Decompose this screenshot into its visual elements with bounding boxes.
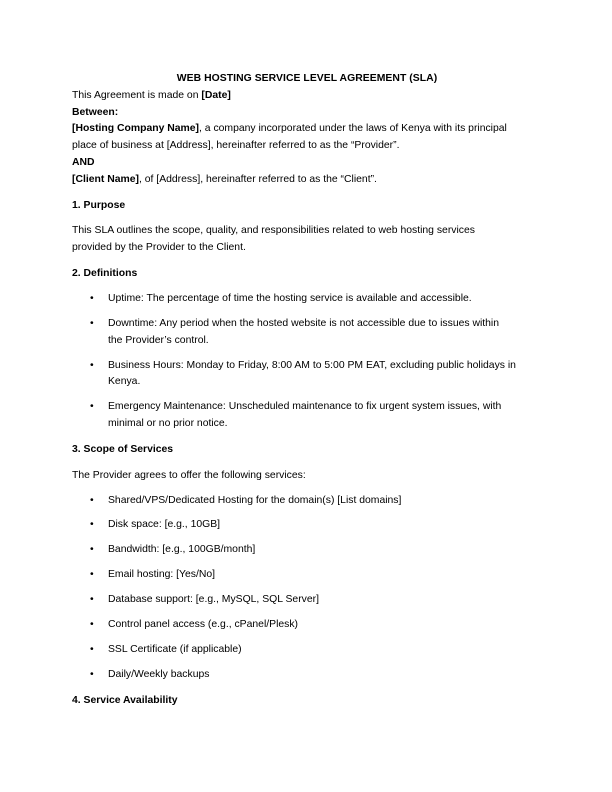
and-text: AND [72,156,95,168]
availability-heading: 4. Service Availability [72,695,178,707]
definition-text: Business Hours: Monday to Friday, 8:00 AM to 5:00 PM EAT, excluding public holidays in [108,359,516,371]
between-text: Between: [72,106,119,118]
definition-text: Emergency Maintenance: Unscheduled maintenance to fix urgent system issues, with [108,401,502,413]
and-label [72,155,542,172]
provider-text-line1: , a company incorporated under the laws of Kenya with its principal [199,123,507,135]
service-item: • Database support: [e.g., MySQL, SQL Server] [72,592,542,609]
purpose-line1: This SLA outlines the scope, quality, and responsibilities related to web hosting services [72,225,475,237]
scope-intro: The Provider agrees to offer the following services: [72,469,306,481]
made-on-text: This Agreement is made on [72,89,202,101]
service-item: • SSL Certificate (if applicable) [72,642,542,659]
client-text: , of [Address], hereinafter referred to as the “Client”. [138,173,377,185]
agreement-date-line [72,88,542,105]
service-item: • Disk space: [e.g., 10GB] [72,517,542,534]
service-item: • Daily/Weekly backups [72,667,542,684]
definition-item-downtime [72,316,542,350]
definition-item-emergency-maintenance [72,399,542,433]
definition-item-business-hours [72,358,542,392]
date-placeholder: [Date] [201,89,231,101]
definition-text: Uptime: The percentage of time the hosting service is available and accessible. [108,292,472,304]
client-paragraph [72,172,542,189]
scope-heading: 3. Scope of Services [72,443,174,455]
definition-text-cont: the Provider’s control. [108,334,209,346]
provider-paragraph [72,121,542,155]
provider-name: [Hosting Company Name] [72,123,200,135]
services-list [72,493,542,685]
service-item: • Email hosting: [Yes/No] [72,567,542,584]
definitions-heading: 2. Definitions [72,267,138,279]
definition-item-uptime [72,291,542,308]
definition-text: Downtime: Any period when the hosted website is not accessible due to issues within [108,317,500,329]
service-item: • Bandwidth: [e.g., 100GB/month] [72,542,542,559]
definition-text-cont: minimal or no prior notice. [108,418,228,430]
client-name: [Client Name] [72,173,139,185]
document-title: WEB HOSTING SERVICE LEVEL AGREEMENT (SLA) [176,73,438,84]
between-label [72,105,542,122]
definition-text-cont: Kenya. [108,376,141,388]
document-body [72,71,542,710]
service-item: • Control panel access (e.g., cPanel/Plesk) [72,617,542,634]
provider-text-line2: place of business at [Address], hereinafter referred to as the “Provider”. [72,140,400,152]
purpose-paragraph [72,223,542,257]
service-item: • Shared/VPS/Dedicated Hosting for the domain(s) [List domains] [72,493,542,510]
purpose-heading: 1. Purpose [72,199,126,211]
purpose-line2: provided by the Provider to the Client. [72,242,246,254]
definitions-list [72,291,542,433]
